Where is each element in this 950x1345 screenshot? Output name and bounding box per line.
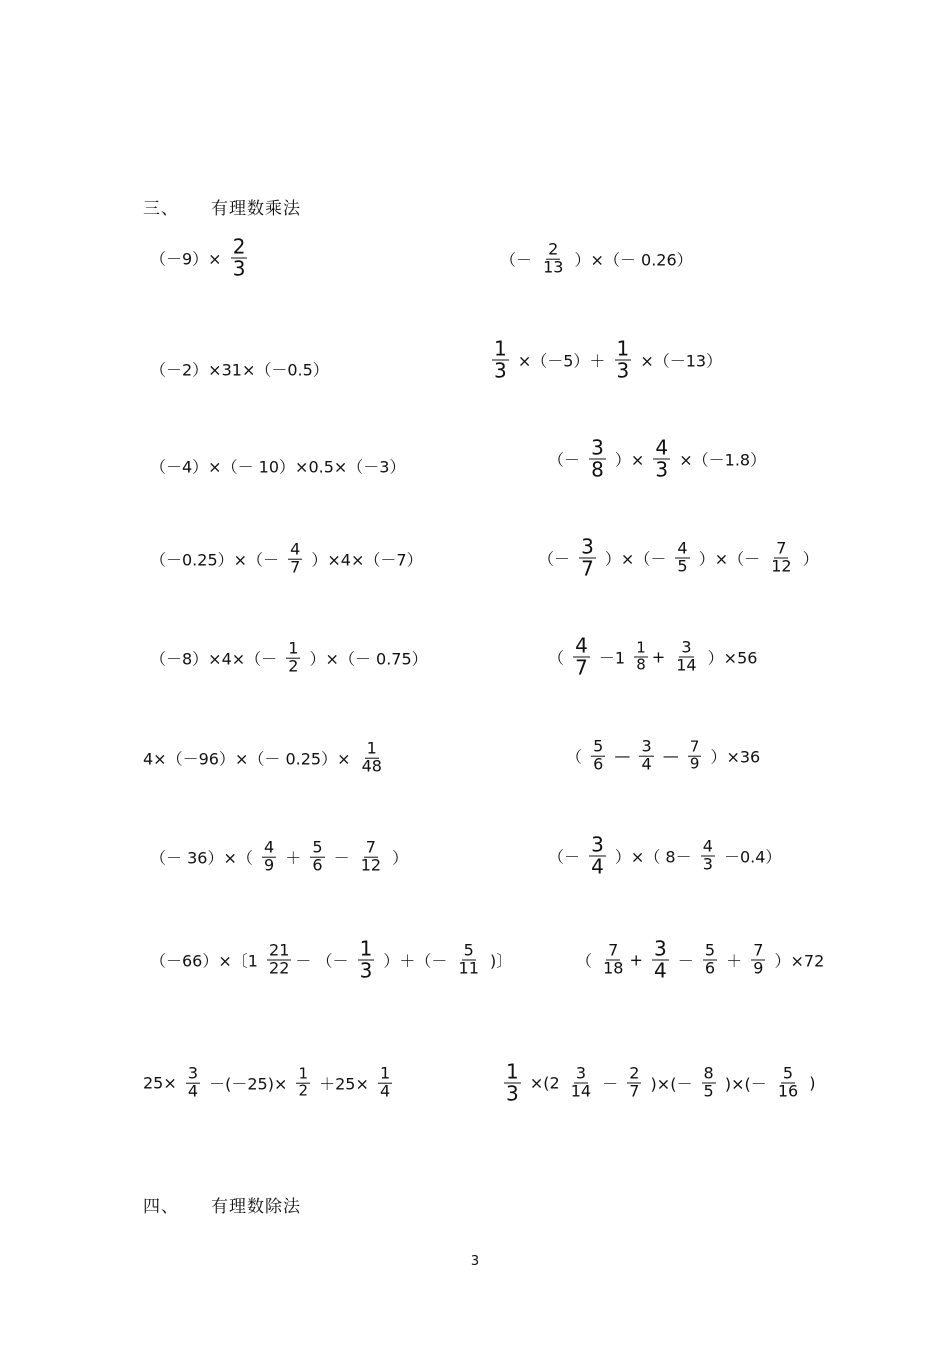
expression-text: ）×4×（－7）	[306, 550, 423, 570]
expression-text: ）×（－ 0.75）	[304, 649, 428, 669]
section-title: 有理数乘法	[211, 199, 301, 219]
expression-text: （－	[538, 549, 576, 569]
section-heading-division	[143, 1192, 301, 1217]
expression-text: ）×56	[702, 648, 758, 668]
expression-text: ）×（－ 0.26）	[569, 250, 693, 270]
fraction	[652, 936, 669, 983]
fraction-denominator: 5	[703, 1081, 714, 1101]
expression-text: 25×	[143, 1073, 182, 1093]
fraction-denominator: 7	[575, 655, 588, 680]
fraction-numerator: 1	[636, 638, 646, 657]
fraction-numerator: 3	[641, 736, 652, 756]
fraction-numerator: 3	[581, 534, 594, 559]
fraction-denominator: 16	[777, 1081, 799, 1101]
expression-text: +	[629, 950, 648, 970]
fraction-numerator: 4	[702, 836, 713, 856]
problem	[500, 1059, 816, 1106]
expression-text: ＋	[721, 951, 748, 971]
fraction	[688, 737, 702, 773]
problem	[548, 633, 758, 680]
fraction	[359, 837, 383, 875]
fraction	[589, 435, 606, 482]
fraction	[776, 1063, 800, 1101]
fraction-numerator: 5	[463, 940, 474, 960]
fraction-numerator: 2	[232, 234, 246, 259]
fraction-numerator: 8	[703, 1063, 714, 1083]
fraction-denominator: 48	[361, 756, 382, 776]
problem	[150, 638, 428, 676]
fraction	[231, 234, 248, 281]
fraction-numerator: 4	[655, 435, 669, 460]
fraction-denominator: 14	[676, 655, 697, 675]
expression-text: －0.4）	[718, 847, 782, 867]
expression-text: －(－25)×	[204, 1074, 293, 1094]
expression-text: ）	[387, 848, 409, 868]
fraction-denominator: 12	[360, 855, 382, 875]
fraction-numerator: 3	[591, 435, 604, 460]
fraction	[358, 936, 375, 983]
fraction-denominator: 3	[359, 958, 373, 983]
problem	[576, 936, 825, 983]
fraction-numerator: 4	[575, 633, 588, 658]
fraction-numerator: 3	[187, 1063, 199, 1083]
section-number: 三、	[143, 199, 179, 219]
fraction	[286, 638, 300, 676]
expression-text: ）	[797, 549, 819, 569]
expression-text: （－0.25）×（－	[150, 550, 285, 570]
fraction-numerator: 2	[548, 239, 559, 259]
fraction	[186, 1063, 200, 1101]
fraction	[615, 336, 632, 383]
expression-text: ×(2	[524, 1073, 565, 1093]
fraction	[702, 1063, 716, 1101]
fraction-numerator: 1	[379, 1063, 391, 1083]
fraction	[504, 1059, 521, 1106]
fraction-numerator: 2	[629, 1063, 640, 1083]
problem	[548, 832, 782, 879]
fraction-denominator: 6	[593, 754, 604, 774]
expression-text: （	[566, 747, 588, 767]
expression-text: ）＋（－	[378, 951, 453, 971]
expression-text: （－	[548, 450, 586, 470]
page-number: 3	[470, 1254, 480, 1269]
fraction-numerator: 7	[753, 940, 764, 960]
expression-text: （－66）×〔1	[150, 951, 264, 971]
fraction	[569, 1063, 593, 1101]
fraction-numerator: 4	[677, 538, 688, 558]
fraction-denominator: 22	[269, 958, 290, 978]
fraction	[267, 940, 291, 978]
fraction-denominator: 9	[263, 855, 275, 875]
problem	[488, 336, 723, 383]
problem	[500, 239, 693, 277]
fraction-numerator: 4	[290, 539, 301, 559]
problem	[150, 936, 513, 983]
fraction	[634, 638, 648, 674]
fraction-denominator: 12	[771, 556, 792, 576]
fraction-denominator: 5	[677, 556, 688, 576]
expression-text: )〕	[484, 951, 513, 971]
expression-text: －1	[593, 648, 631, 668]
expression-text: ）×36	[705, 747, 761, 767]
expression-text: ）×	[609, 450, 650, 470]
problem	[538, 534, 819, 581]
fraction-numerator: 7	[365, 837, 376, 857]
fraction	[639, 736, 653, 774]
expression-text: —	[609, 746, 636, 766]
fraction-numerator: 3	[653, 936, 667, 961]
problem	[150, 837, 409, 875]
expression-text: ＋	[280, 848, 307, 868]
fraction-numerator: 5	[312, 837, 323, 857]
fraction	[769, 538, 793, 576]
fraction	[378, 1063, 392, 1101]
fraction-numerator: 4	[263, 837, 275, 857]
fraction-numerator: 3	[591, 832, 604, 857]
fraction	[492, 336, 509, 383]
fraction-numerator: 7	[689, 737, 700, 756]
fraction-denominator: 7	[629, 1081, 640, 1101]
section-title: 有理数除法	[211, 1197, 301, 1217]
fraction-numerator: 1	[359, 936, 373, 961]
fraction-numerator: 1	[298, 1064, 309, 1083]
fraction-numerator: 21	[269, 940, 290, 960]
problem	[548, 435, 767, 482]
fraction	[457, 940, 481, 978]
expression-text: ）×（－	[599, 549, 672, 569]
expression-text: （－ 36）×（	[150, 848, 258, 868]
fraction	[675, 538, 689, 576]
expression-text: ＋25×	[314, 1074, 374, 1094]
fraction-denominator: 4	[641, 754, 652, 774]
expression-text: － （－	[295, 951, 354, 971]
section-heading-multiplication	[143, 194, 301, 219]
fraction	[653, 435, 670, 482]
problem	[150, 539, 423, 577]
fraction	[360, 738, 384, 776]
fraction-denominator: 9	[753, 958, 764, 978]
expression-text: ）×72	[769, 951, 825, 971]
expression-text: ×（－5）＋	[512, 351, 611, 371]
fraction-denominator: 7	[581, 556, 594, 581]
expression-text: －	[672, 951, 699, 971]
fraction-denominator: 4	[187, 1081, 199, 1101]
fraction-denominator: 3	[506, 1081, 519, 1106]
fraction	[579, 534, 596, 581]
fraction-denominator: 9	[689, 754, 700, 773]
fraction	[296, 1064, 310, 1100]
problem	[143, 1063, 396, 1101]
fraction-numerator: 5	[593, 736, 604, 756]
fraction	[262, 837, 276, 875]
fraction	[703, 940, 717, 978]
fraction-denominator: 3	[616, 358, 630, 383]
expression-text: （－4）×（－ 10）×0.5×（－3）	[150, 457, 406, 477]
expression-text: ×（－13）	[635, 351, 723, 371]
fraction-numerator: 1	[366, 738, 377, 758]
fraction-denominator: 11	[458, 958, 479, 978]
fraction-denominator: 2	[298, 1081, 309, 1100]
expression-text: ×（－1.8）	[674, 450, 767, 470]
fraction-denominator: 4	[653, 958, 667, 983]
expression-text: （－8）×4×（－	[150, 649, 283, 669]
fraction-denominator: 6	[312, 855, 323, 875]
expression-text: )×(－	[719, 1074, 772, 1094]
fraction-numerator: 1	[506, 1059, 519, 1084]
expression-text: （－	[548, 847, 586, 867]
expression-text: （	[576, 951, 598, 971]
problem	[150, 234, 251, 281]
fraction-denominator: 3	[494, 358, 507, 383]
fraction	[674, 637, 698, 675]
fraction-numerator: 3	[681, 637, 692, 657]
fraction-numerator: 7	[608, 940, 619, 960]
expression-text: （－2）×31×（－0.5）	[150, 360, 329, 380]
fraction-numerator: 1	[616, 336, 630, 361]
fraction	[310, 837, 324, 875]
fraction-denominator: 7	[290, 557, 301, 577]
expression-text: （－	[500, 250, 538, 270]
expression-text: )×(－	[645, 1074, 698, 1094]
fraction-denominator: 4	[379, 1081, 391, 1101]
fraction-denominator: 14	[570, 1081, 592, 1101]
problem	[150, 455, 405, 478]
fraction	[573, 633, 590, 680]
fraction-denominator: 4	[591, 854, 604, 879]
fraction-denominator: 3	[702, 854, 713, 874]
fraction-numerator: 1	[494, 336, 507, 361]
expression-text: ）×（－	[693, 549, 766, 569]
fraction-denominator: 13	[543, 257, 564, 277]
fraction	[701, 836, 715, 874]
problem	[143, 738, 388, 776]
section-number: 四、	[143, 1197, 179, 1217]
fraction-denominator: 18	[603, 958, 624, 978]
expression-text: )	[804, 1073, 816, 1093]
fraction-numerator: 3	[575, 1063, 586, 1083]
problem	[150, 358, 329, 381]
expression-text: —	[657, 746, 684, 766]
fraction	[589, 832, 606, 879]
expression-text: （－9）×	[150, 249, 227, 269]
fraction	[751, 940, 765, 978]
fraction-denominator: 8	[591, 457, 604, 482]
fraction-numerator: 5	[782, 1063, 794, 1083]
expression-text: +	[651, 647, 671, 667]
fraction-numerator: 5	[704, 940, 716, 960]
fraction	[627, 1063, 641, 1101]
expression-text: －	[328, 848, 355, 868]
expression-text: －	[597, 1074, 624, 1094]
expression-text: ）×（ 8－	[609, 847, 697, 867]
fraction-denominator: 3	[232, 256, 246, 281]
fraction-numerator: 1	[288, 638, 299, 658]
problem	[566, 736, 761, 774]
fraction-denominator: 6	[704, 958, 716, 978]
fraction-numerator: 7	[776, 538, 787, 558]
fraction-denominator: 8	[636, 655, 646, 674]
fraction	[591, 736, 605, 774]
fraction	[288, 539, 302, 577]
fraction-denominator: 2	[288, 656, 299, 676]
fraction	[601, 940, 625, 978]
fraction	[541, 239, 565, 277]
fraction-denominator: 3	[655, 457, 669, 482]
expression-text: 4×（－96）×（－ 0.25）×	[143, 749, 356, 769]
expression-text: （	[548, 648, 570, 668]
